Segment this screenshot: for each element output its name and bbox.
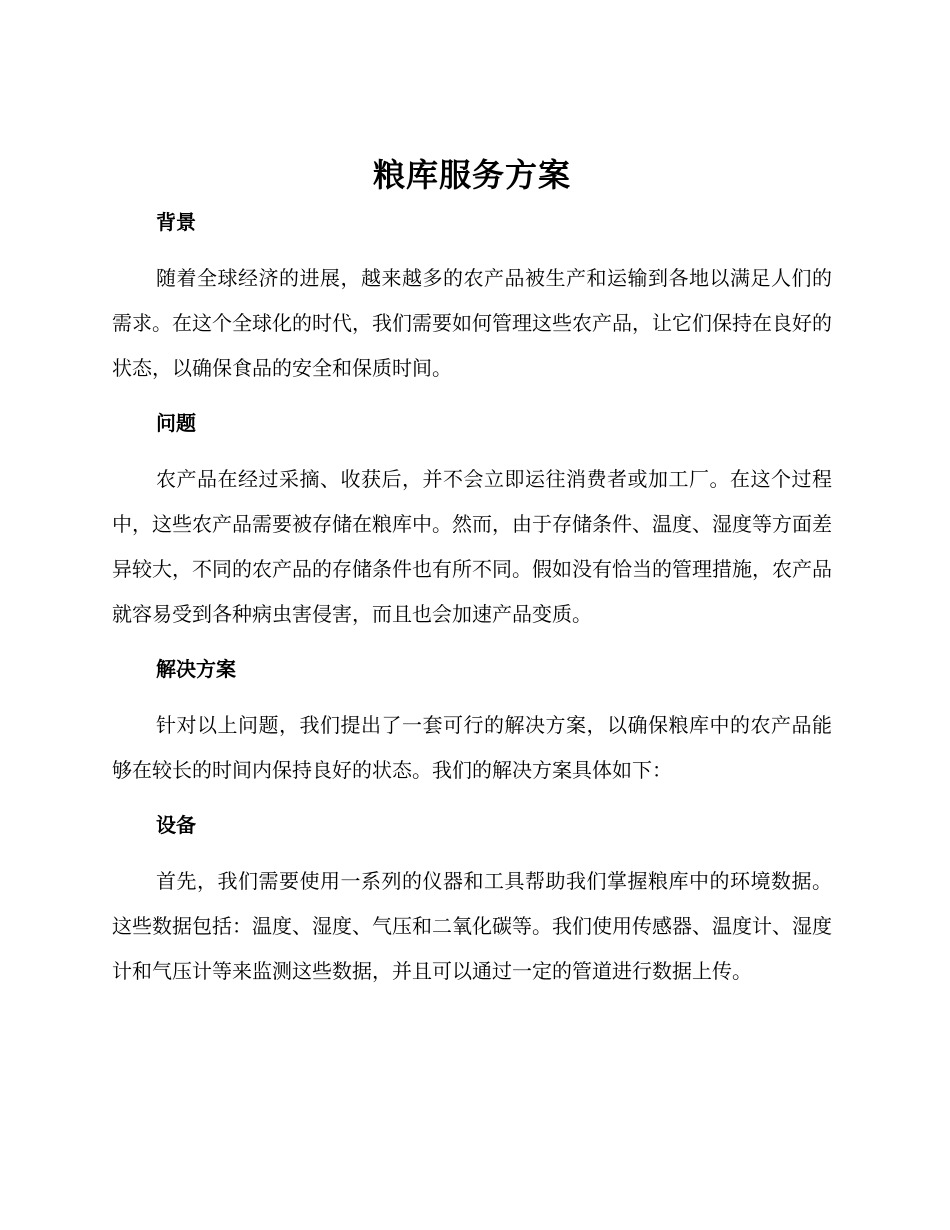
- section-paragraph-equipment: 首先，我们需要使用一系列的仪器和工具帮助我们掌握粮库中的环境数据。这些数据包括：温度、湿度、气压和二氧化碳等。我们使用传感器、温度计、湿度计和气压计等来监测这些数据，并且可以通过一定的管道进行数据上传。: [112, 869, 832, 983]
- document-title: 粮库服务方案: [372, 156, 571, 194]
- section-heading-equipment: 设备: [156, 813, 196, 837]
- section-heading-problem: 问题: [156, 411, 196, 435]
- section-heading-solution: 解决方案: [156, 657, 236, 681]
- section-paragraph-problem: 农产品在经过采摘、收获后，并不会立即运往消费者或加工厂。在这个过程中，这些农产品需要被存储在粮库中。然而，由于存储条件、温度、湿度等方面差异较大，不同的农产品的存储条件也有所不同。假如没有恰当的管理措施，农产品就容易受到各种病虫害侵害，而且也会加速产品变质。: [112, 467, 832, 626]
- spacer: [112, 244, 832, 256]
- section-paragraph-background: 随着全球经济的进展，越来越多的农产品被生产和运输到各地以满足人们的需求。在这个全球化的时代，我们需要如何管理这些农产品，让它们保持在良好的状态，以确保食品的安全和保质时间。: [112, 266, 832, 380]
- spacer: [112, 847, 832, 859]
- spacer: [112, 691, 832, 703]
- section-heading-background: 背景: [156, 210, 196, 234]
- spacer: [112, 391, 832, 401]
- section-paragraph-solution: 针对以上问题，我们提出了一套可行的解决方案，以确保粮库中的农产品能够在较长的时间内保持良好的状态。我们的解决方案具体如下：: [112, 713, 832, 782]
- spacer: [112, 637, 832, 647]
- spacer: [112, 445, 832, 457]
- spacer: [112, 793, 832, 803]
